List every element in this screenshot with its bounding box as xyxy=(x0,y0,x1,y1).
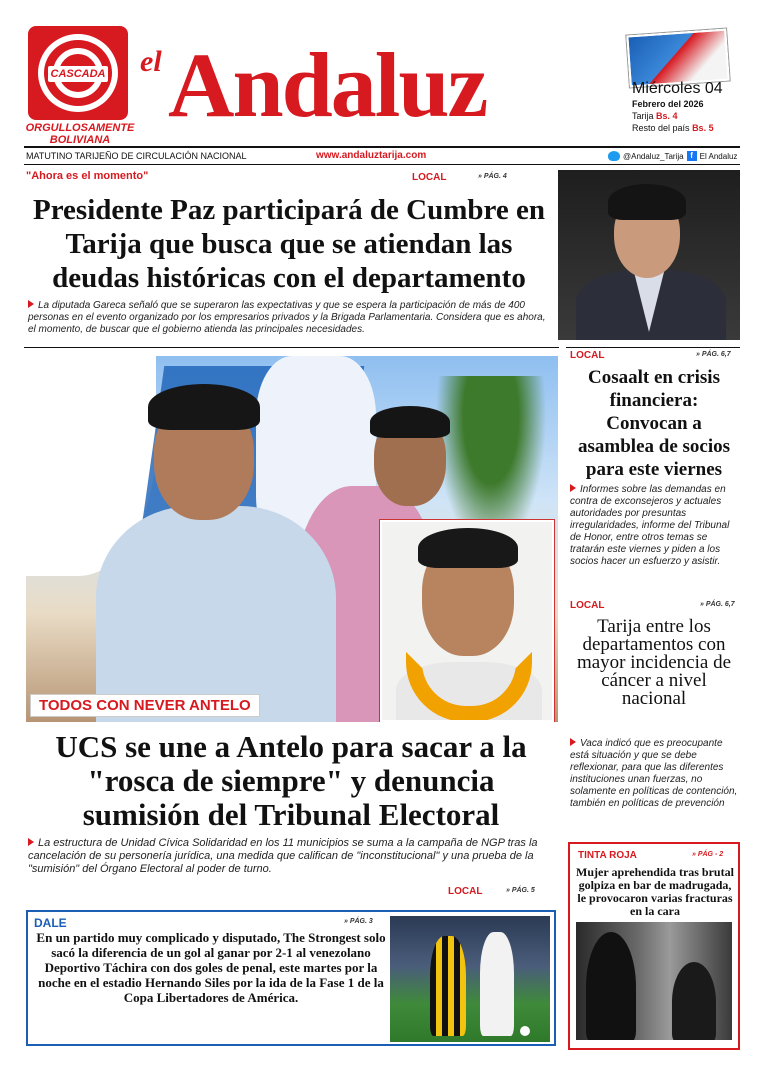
dale-text[interactable]: En un partido muy complicado y disputado, The Strongest solo sacó la diferencia de un gol al ganar por 2-1 al venezolano Deportivo Táchira con dos goles de penal, este martes por la noche en el estadio Hernando Siles por la ida de la Fase 1 de la Copa Libertadores de América. xyxy=(36,930,386,1005)
tinta-section: TINTA ROJA xyxy=(578,850,637,861)
side2-deck-text: Vaca indicó que es preocupante está situación y que se debe reflexionar, para que las diferentes instituciones unan fuerzas, no solamente en políticas de contención, también en políticas de prevención xyxy=(570,738,738,809)
side2-headline[interactable]: Tarija entre los departamentos con mayor incidencia de cáncer a nivel nacional xyxy=(576,616,732,709)
twitter-icon xyxy=(608,151,620,161)
bullet-icon xyxy=(28,300,34,308)
inset-hair-shape xyxy=(418,528,518,568)
tinta-headline[interactable]: Mujer aprehendida tras brutal golpiza en bar de madrugada, le provocaron varias fracturas en la cara xyxy=(576,865,734,918)
twitter-handle[interactable]: @Andaluz_Tarija xyxy=(623,151,684,161)
dale-page-ref: » PÁG. 3 xyxy=(344,918,373,925)
price-rest xyxy=(632,123,714,133)
main-deck-text: La estructura de Unidad Cívica Solidaridad en los 11 municipios se suma a la campaña de NGP tras la cancelación de su personería jurídica, una medida que califican de "inconstitucional" y una prueba de la "sumisión" del Órgano Electoral al poder de turno. xyxy=(28,837,538,875)
side1-headline[interactable]: Cosaalt en crisis financiera: Convocan a asamblea de socios para este viernes xyxy=(578,367,730,480)
tinta-roja-photo xyxy=(576,922,732,1040)
cascada-logo xyxy=(28,26,128,120)
main-deck xyxy=(28,837,552,876)
main-headline[interactable]: UCS se une a Antelo para sacar a la "rosca de siempre" y denuncia sumisión del Tribunal Electoral xyxy=(55,729,527,832)
person-shape xyxy=(96,506,336,722)
main-section: LOCAL xyxy=(448,886,483,897)
photo-caption-label: TODOS CON NEVER ANTELO xyxy=(30,694,260,717)
lead-headline[interactable]: Presidente Paz participará de Cumbre en Tarija que busca que se atiendan las deudas históricas con el departamento xyxy=(33,194,545,294)
bullet-icon xyxy=(570,484,576,492)
ucs-antelo-photo xyxy=(26,356,558,722)
ball-shape xyxy=(520,1026,530,1036)
side2-section: LOCAL xyxy=(570,600,605,611)
player-shape xyxy=(430,936,466,1036)
lead-section: LOCAL xyxy=(412,172,447,183)
issue-month: Febrero del 2026 xyxy=(632,99,704,109)
price-tarija-value: Bs. 4 xyxy=(656,111,678,121)
slogan: ORGULLOSAMENTE BOLIVIANA xyxy=(25,122,135,146)
price-tarija-label: Tarija xyxy=(632,111,654,121)
masthead-rule xyxy=(24,146,740,148)
antelo-inset-photo xyxy=(380,520,554,722)
bullet-icon xyxy=(28,838,34,846)
silhouette-shape xyxy=(672,962,716,1040)
price-rest-label: Resto del país xyxy=(632,123,690,133)
logo-text: CASCADA xyxy=(48,66,108,82)
side2-page-ref: » PÁG. 6,7 xyxy=(700,601,735,608)
bullet-icon xyxy=(570,738,576,746)
masthead-rule-bottom xyxy=(24,164,740,165)
photo-hair-shape xyxy=(608,184,686,220)
hair-shape xyxy=(370,406,450,438)
lead-kicker: "Ahora es el momento" xyxy=(26,170,149,182)
side1-deck-text: Informes sobre las demandas en contra de exconsejeros y actuales autoridades por presuntas irregularidades, informe del Tribunal de Honor, entre otros temas se tratarán este viernes y piden a los socios hacer un esfuerzo y asistir. xyxy=(570,484,730,567)
president-paz-photo xyxy=(558,170,740,340)
tinta-page-ref: » PÁG - 2 xyxy=(692,851,724,858)
price-rest-value: Bs. 5 xyxy=(692,123,714,133)
side2-deck xyxy=(570,738,740,810)
sports-edition-thumbnail[interactable] xyxy=(626,29,729,88)
football-match-photo xyxy=(390,916,550,1042)
tagline: MATUTINO TARIJEÑO DE CIRCULACIÓN NACIONAL xyxy=(26,151,247,161)
lead-deck xyxy=(28,300,550,336)
side1-page-ref: » PÁG. 6,7 xyxy=(696,351,731,358)
brand-name: Andaluz xyxy=(168,34,487,136)
facebook-handle[interactable]: El Andaluz xyxy=(699,151,738,161)
silhouette-shape xyxy=(586,932,636,1040)
lead-deck-text: La diputada Gareca señaló que se superaron las expectativas y que se espera la participación de más de 400 personas en el evento organizado por los empresarios privados y la Brigada Parlamentaria. Considera que es ahora, el momento, de buscar que el gobierno atienda las principales necesidades. xyxy=(28,300,546,335)
right-column-rule xyxy=(566,347,740,348)
brand-prefix: el xyxy=(140,45,162,78)
hair-shape xyxy=(148,384,260,430)
section-divider xyxy=(24,347,559,348)
lead-page-ref: » PÁG. 4 xyxy=(478,173,507,180)
issue-day: Miércoles 04 xyxy=(632,80,723,97)
price-tarija xyxy=(632,111,678,121)
website-link[interactable]: www.andaluztarija.com xyxy=(316,150,427,161)
facebook-icon: f xyxy=(687,151,697,161)
side1-deck xyxy=(570,484,740,568)
player-shape xyxy=(480,932,514,1036)
dale-section: DALE xyxy=(34,916,67,930)
social-links xyxy=(608,151,737,161)
main-page-ref: » PÁG. 5 xyxy=(506,887,535,894)
side1-section: LOCAL xyxy=(570,350,605,361)
